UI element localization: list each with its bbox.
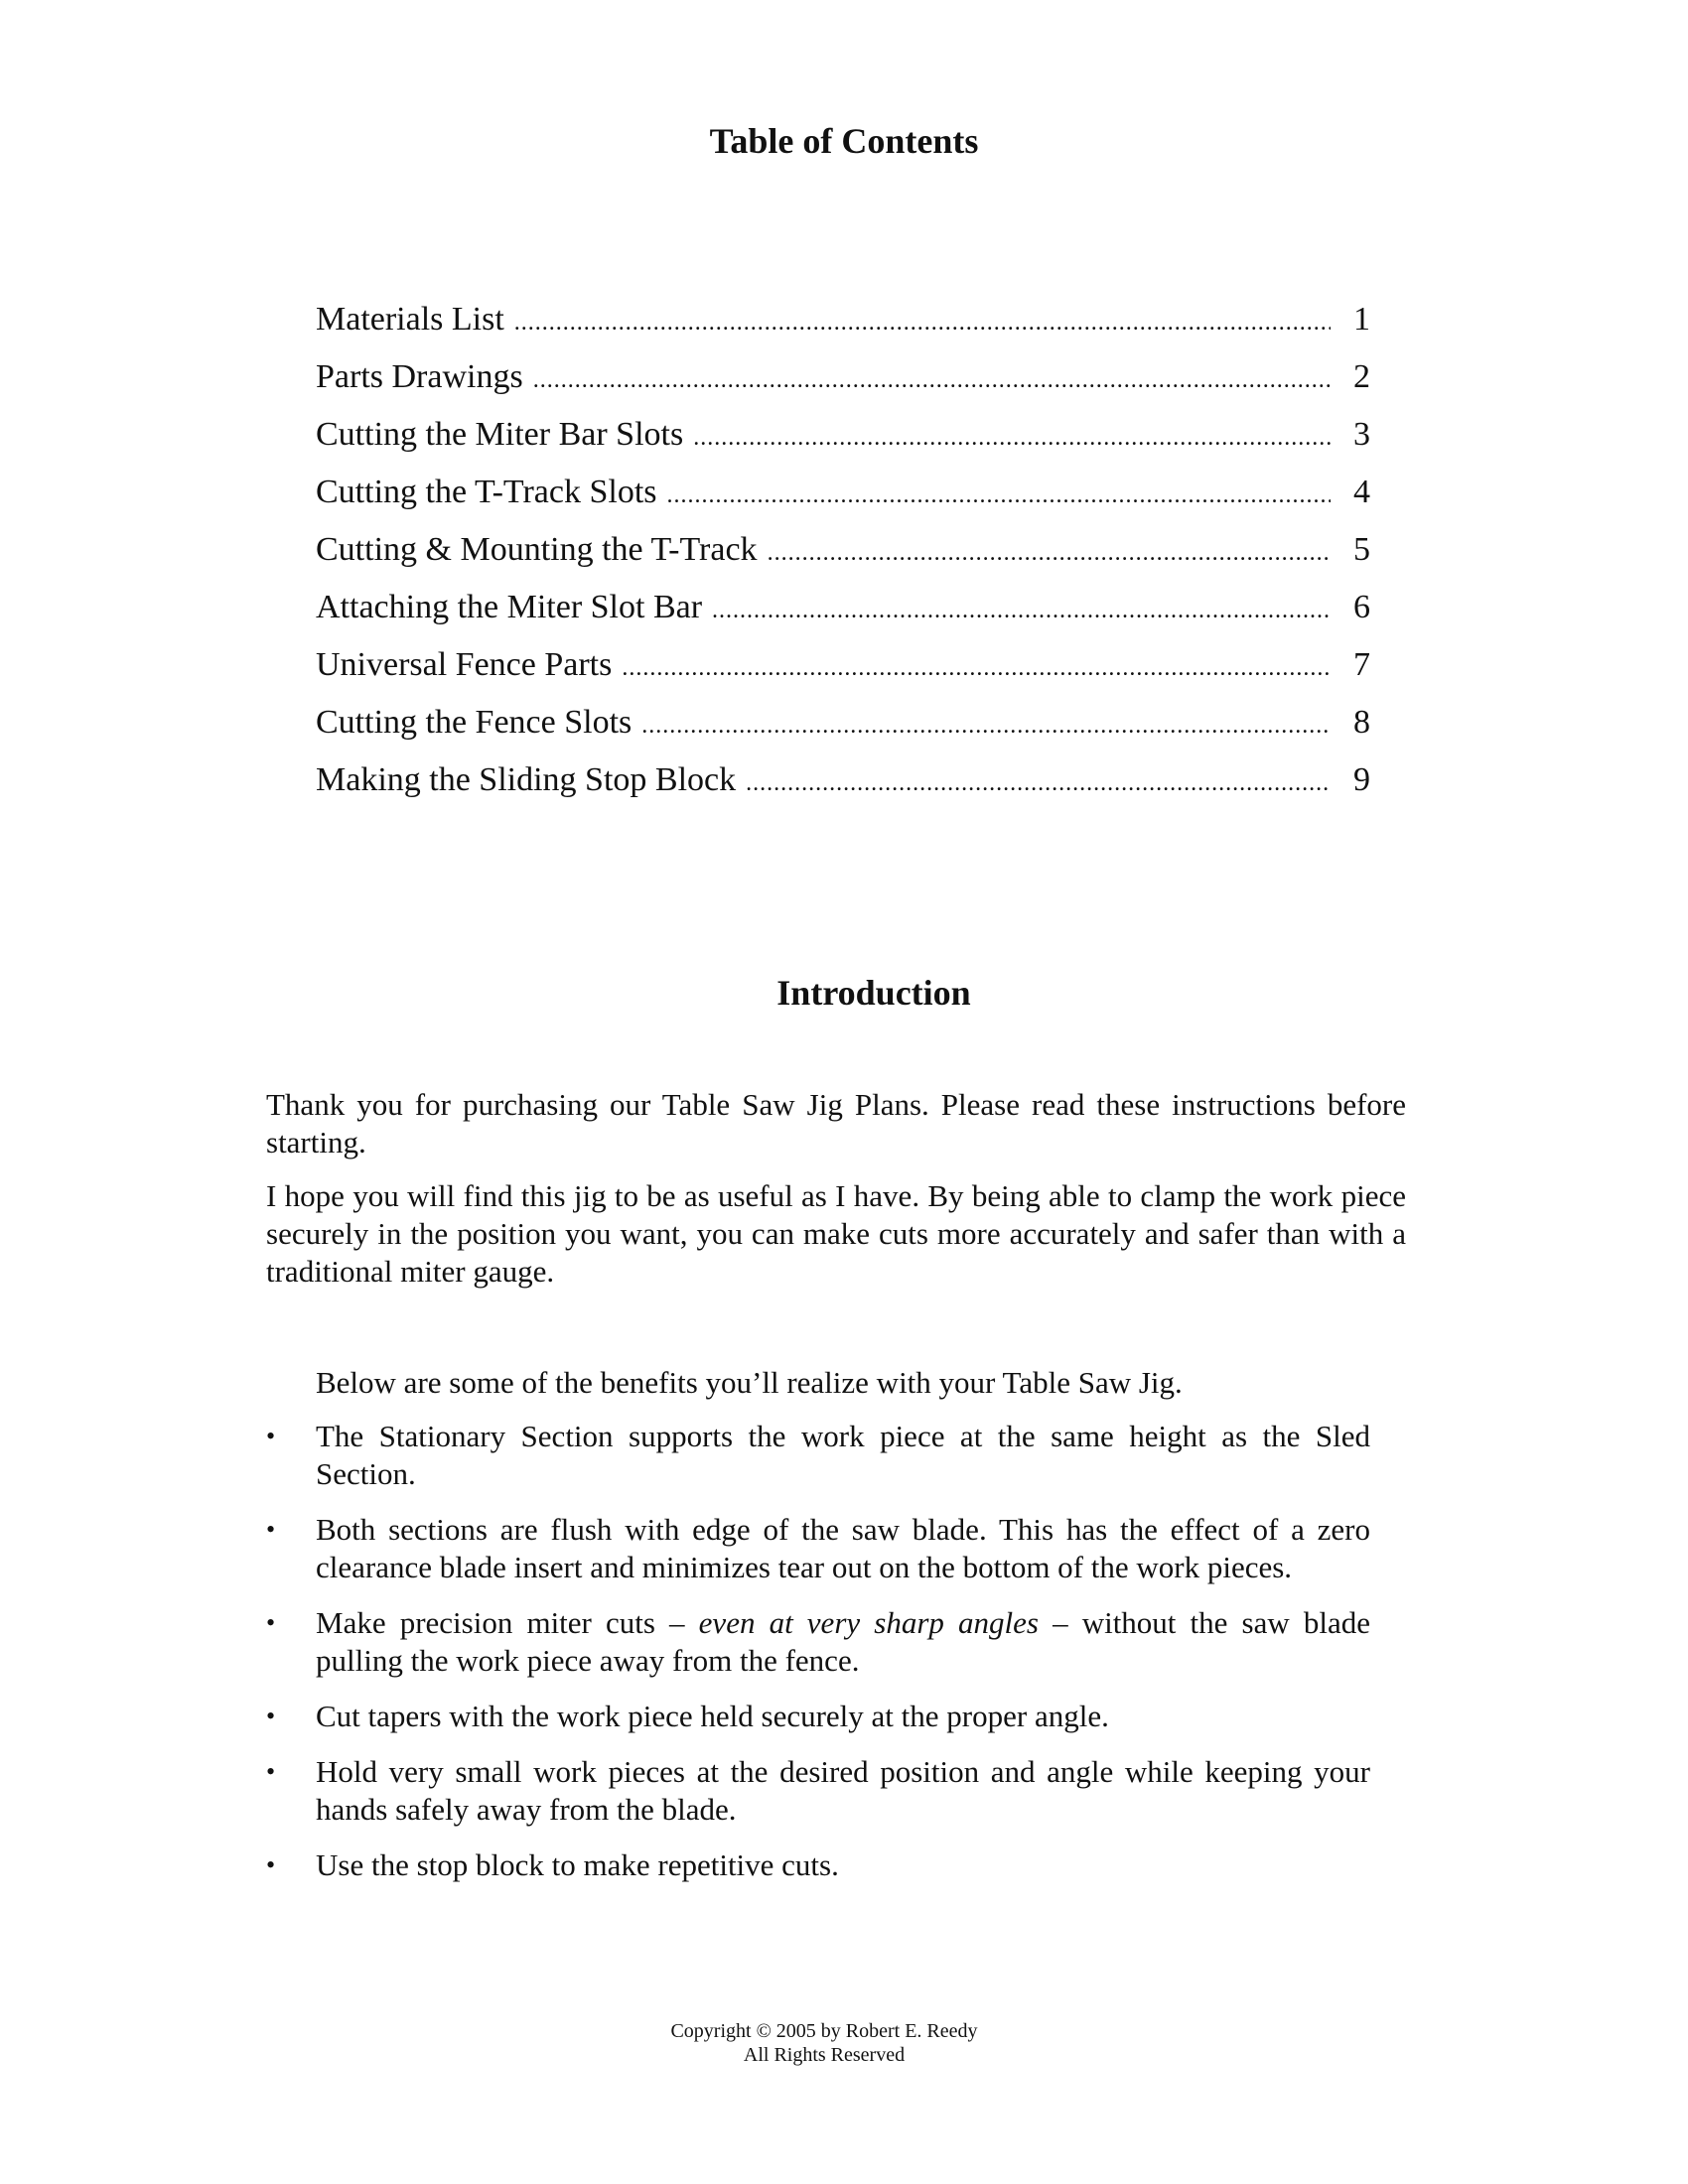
benefit-item: [266, 1511, 1370, 1586]
bullet-icon: •: [266, 1757, 276, 1786]
toc-entry-page: 4: [1353, 474, 1370, 510]
toc-leader-dots: [514, 301, 1331, 344]
benefit-item: [266, 1846, 1370, 1884]
toc-entry: [316, 701, 1370, 758]
toc-entry-label: Materials List: [316, 301, 504, 338]
toc-leader-dots: [712, 589, 1331, 632]
benefit-text: Use the stop block to make repetitive cuts.: [316, 1847, 839, 1882]
bullet-icon: •: [266, 1422, 276, 1450]
benefit-item: [266, 1698, 1370, 1735]
benefit-item: [266, 1418, 1370, 1493]
toc-entry-label: Attaching the Miter Slot Bar: [316, 589, 703, 625]
toc-entry: [316, 586, 1370, 643]
toc-entry-page: 9: [1353, 761, 1370, 798]
introduction-body: [266, 1086, 1406, 1306]
toc-leader-dots: [622, 646, 1331, 690]
toc-entry-page: 5: [1353, 531, 1370, 568]
bullet-icon: •: [266, 1850, 276, 1879]
toc-leader-dots: [667, 474, 1331, 517]
rights-notice: All Rights Reserved: [743, 2044, 906, 2066]
benefit-text: The Stationary Section supports the work piece at the same height as the Sled Section.: [316, 1419, 1370, 1491]
benefit-text-start: Make precision miter cuts –: [316, 1605, 699, 1640]
toc-entry-label: Cutting the T-Track Slots: [316, 474, 657, 510]
toc-entry: [316, 298, 1370, 355]
bullet-icon: •: [266, 1608, 276, 1637]
benefits-list: [266, 1418, 1370, 1902]
bullet-icon: •: [266, 1702, 276, 1730]
benefit-item: [266, 1604, 1370, 1680]
benefit-text: Cut tapers with the work piece held securely at the proper angle.: [316, 1699, 1109, 1733]
intro-paragraph-2: I hope you will find this jig to be as useful as I have. By being able to clamp the work piece securely in the position you want, you can make cuts more accurately and safer than with a traditional miter gauge.: [266, 1178, 1406, 1289]
toc-entry: [316, 413, 1370, 471]
toc-entry-label: Making the Sliding Stop Block: [316, 761, 737, 798]
toc-entry-page: 1: [1353, 301, 1370, 338]
toc-entry-page: 6: [1353, 589, 1370, 625]
toc-entry: [316, 528, 1370, 586]
benefit-text-end: – without the saw blade pulling the work piece away from the fence.: [316, 1605, 1370, 1678]
benefit-text: Hold very small work pieces at the desired position and angle while keeping your hands safely away from the blade.: [316, 1754, 1370, 1827]
toc-entry: [316, 471, 1370, 528]
toc-leader-dots: [533, 358, 1331, 402]
toc-leader-dots: [641, 704, 1331, 748]
toc-leader-dots: [768, 531, 1331, 575]
toc-entry-label: Cutting the Miter Bar Slots: [316, 416, 684, 453]
toc-entry: [316, 643, 1370, 701]
toc-leader-dots: [746, 761, 1331, 805]
toc-entry: [316, 758, 1370, 816]
toc-entry-page: 8: [1353, 704, 1370, 741]
toc-entry-page: 7: [1353, 646, 1370, 683]
toc-entry-label: Universal Fence Parts: [316, 646, 613, 683]
benefit-item: [266, 1753, 1370, 1829]
intro-paragraph-1: Thank you for purchasing our Table Saw Jig Plans. Please read these instructions before starting.: [266, 1087, 1406, 1160]
toc-entry: [316, 355, 1370, 413]
toc-leader-dots: [693, 416, 1331, 460]
bullet-icon: •: [266, 1515, 276, 1544]
toc-entry-label: Cutting & Mounting the T-Track: [316, 531, 758, 568]
toc-title: Table of Contents: [709, 121, 979, 161]
benefit-text-emphasis: even at very sharp angles: [698, 1605, 1039, 1640]
toc-entry-page: 3: [1353, 416, 1370, 453]
toc-entry-label: Cutting the Fence Slots: [316, 704, 633, 741]
copyright-notice: Copyright © 2005 by Robert E. Reedy: [670, 2020, 978, 2042]
benefits-lead: Below are some of the benefits you’ll realize with your Table Saw Jig.: [316, 1365, 1183, 1400]
toc-entry-page: 2: [1353, 358, 1370, 395]
table-of-contents: [316, 298, 1370, 816]
toc-entry-label: Parts Drawings: [316, 358, 523, 395]
benefit-text: Both sections are flush with edge of the saw blade. This has the effect of a zero clearance blade insert and minimizes tear out on the bottom of the work pieces.: [316, 1512, 1370, 1584]
page-footer: [0, 2019, 1648, 2067]
introduction-title: Introduction: [776, 973, 971, 1013]
